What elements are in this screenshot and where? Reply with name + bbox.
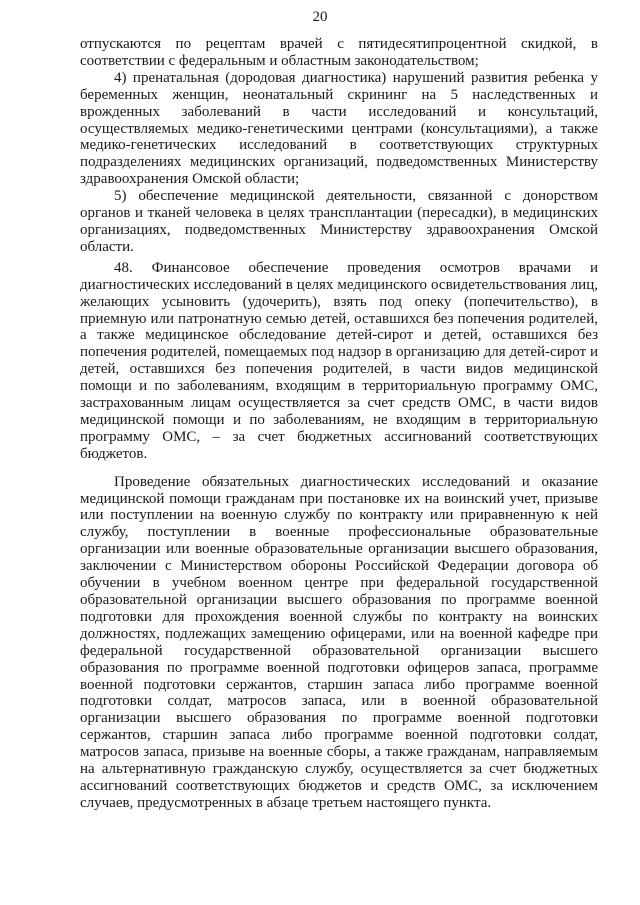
paragraph-military-exams: Проведение обязательных диагностических исследований и оказание медицинской помощи гражданам при постановке их на воинский учет, призыве или поступлении на военную службу по контракту или приравненную к ней службу, поступлении в военные профессиональные образовательные организации или военные образовательные организации высшего образования, заключении с Министерством обороны Российской Федерации договора об обучении в учебном военном центре при федеральной государственной образовательной организации высшего образования по программе военной подготовки для прохождения военной службы по контракту на воинских должностях, подлежащих замещению офицерами, или на военной кафедре при федеральной государственной образовательной организации высшего образования по программе военной подготовки офицеров запаса, программе военной подготовки сержантов, старшин запаса либо программе военной подготовки солдат, матросов запаса, или в военной образовательной организации высшего образования по программе военной подготовки сержантов, старшин запаса либо программе военной подготовки солдат, матросов запаса, призыве на военные сборы, а также гражданам, направляемым на альтернативную гражданскую службу, осуществляется за счет бюджетных ассигнований соответствующих бюджетов и средств ОМС, за исключением случаев, предусмотренных в абзаце третьем настоящего пункта.: [80, 473, 598, 811]
paragraph-item-4: 4) пренатальная (дородовая диагностика) нарушений развития ребенка у беременных женщин, неонатальный скрининг на 5 наследственных и врожденных заболеваний в части исследований и консультаций, осуществляемых медико-генетическими центрами (консультациями), а также медико-генетических исследований в соответствующих структурных подразделениях медицинских организаций, подведомственных Министерству здравоохранения Омской области;: [80, 69, 598, 188]
document-body: [80, 36, 598, 812]
paragraph-item-5: 5) обеспечение медицинской деятельности, связанной с донорством органов и тканей человека в целях трансплантации (пересадки), в медицинских организациях, подведомственных Министерству здравоохранения Омской области.: [80, 188, 598, 255]
page-number: 20: [312, 9, 328, 25]
paragraph-continuation: отпускаются по рецептам врачей с пятидесятипроцентной скидкой, в соответствии с федеральным и областным законодательством;: [80, 36, 598, 69]
paragraph-clause-48: 48. Финансовое обеспечение проведения осмотров врачами и диагностических исследований в целях медицинского освидетельствования лиц, желающих усыновить (удочерить), взять под опеку (попечительство), в приемную или патронатную семью детей, оставшихся без попечения родителей, а также медицинское обследование детей-сирот и детей, оставшихся без попечения родителей, помещаемых под надзор в организацию для детей-сирот и детей, оставшихся без попечения родителей, в части видов медицинской помощи и по заболеваниям, входящим в территориальную программу ОМС, застрахованным лицам осуществляется за счет средств ОМС, в части видов медицинской помощи и по заболеваниям, не входящим в территориальную программу ОМС, – за счет бюджетных ассигнований соответствующих бюджетов.: [80, 259, 598, 462]
